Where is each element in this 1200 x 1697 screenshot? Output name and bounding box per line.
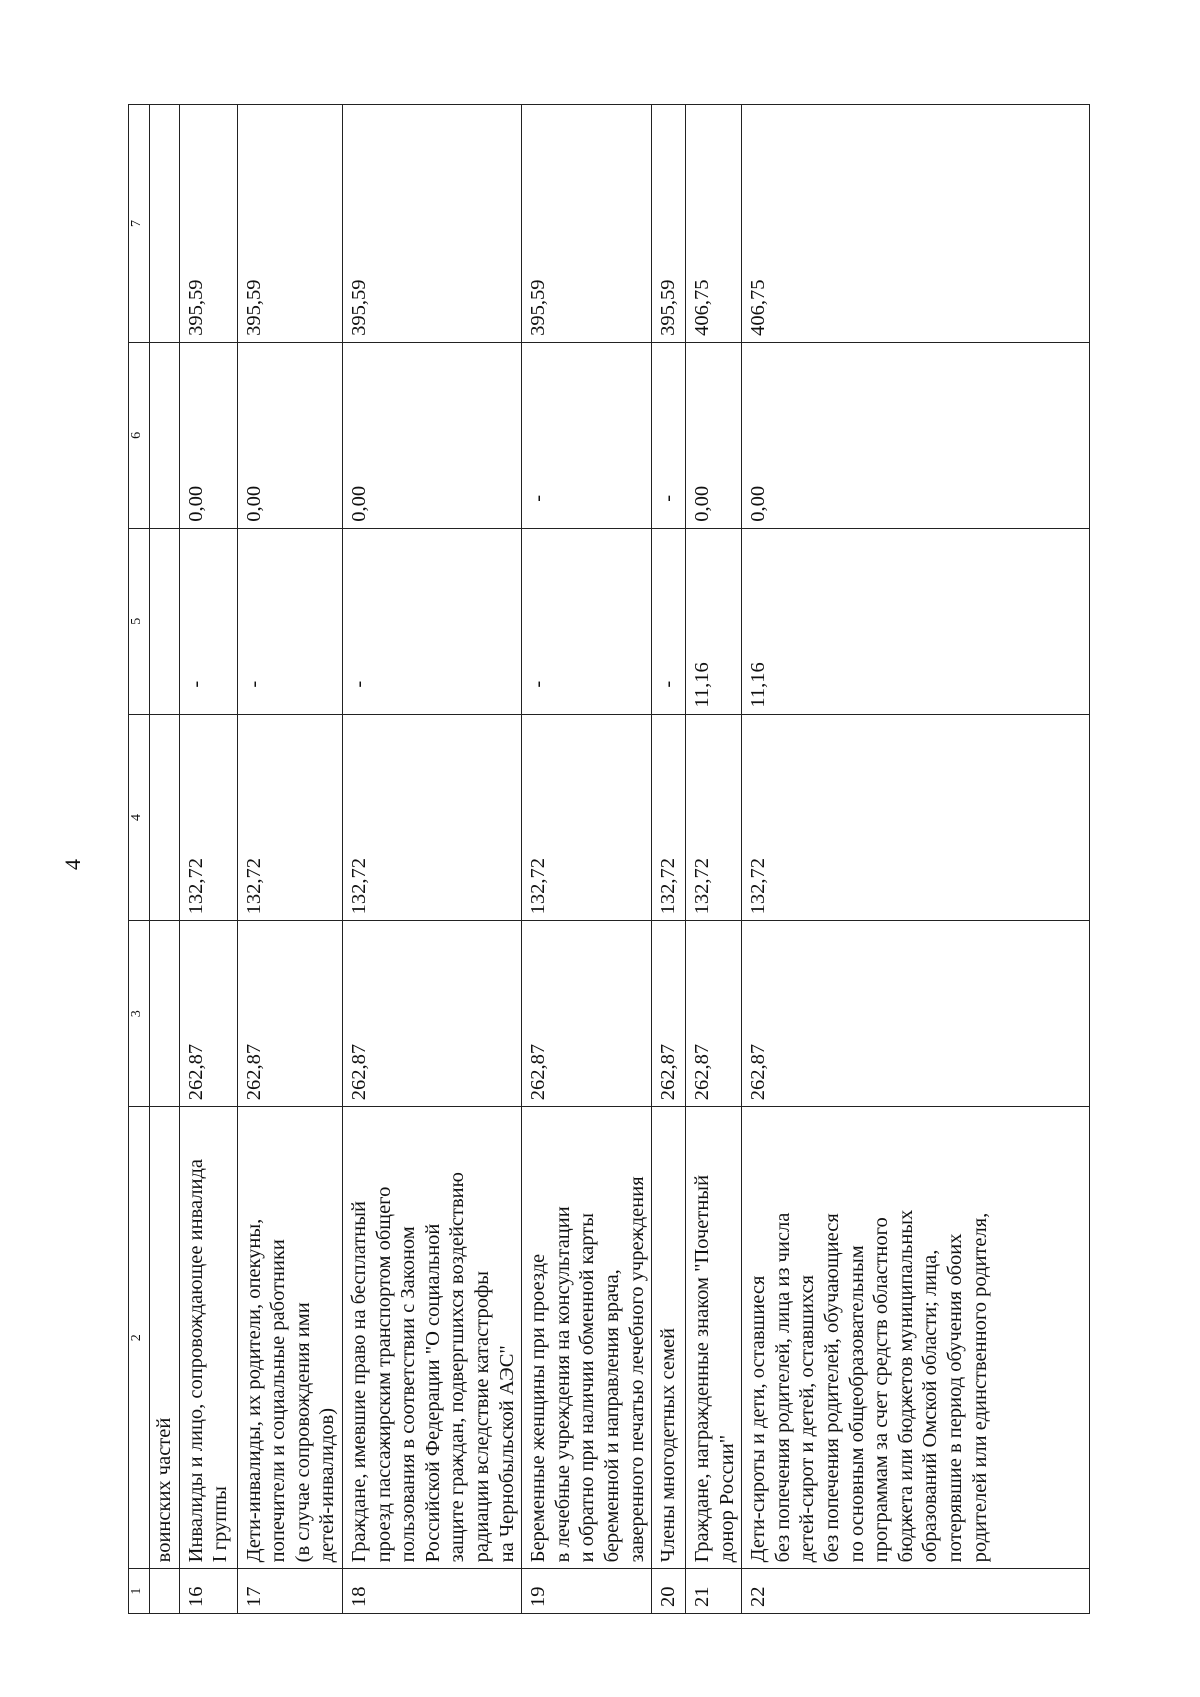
description-line: на Чернобыльской АЭС" bbox=[495, 1345, 518, 1563]
description-line: пользования в соответствии с Законом bbox=[397, 1226, 420, 1563]
value-cell-col4 bbox=[742, 714, 1090, 921]
value-cell-col4 bbox=[522, 714, 652, 921]
value: - bbox=[527, 494, 550, 502]
description-line: программам за счет средств областного bbox=[870, 1217, 893, 1563]
value-cell-col3 bbox=[179, 921, 237, 1107]
value-cell-col6 bbox=[686, 342, 742, 528]
value-cell-col3 bbox=[742, 921, 1090, 1107]
description-line: в лечебные учреждения на консультации bbox=[551, 1206, 574, 1563]
description-line: Инвалиды и лицо, сопровождающее инвалида bbox=[184, 1159, 207, 1563]
value-cell-col7 bbox=[237, 105, 342, 343]
table-row bbox=[652, 105, 686, 1614]
description-line: Члены многодетных семей bbox=[657, 1327, 680, 1563]
description-line: образований Омской области; лица, bbox=[919, 1249, 942, 1563]
table-row bbox=[686, 105, 742, 1614]
value: 406,75 bbox=[747, 279, 770, 336]
value-cell-col5 bbox=[742, 528, 1090, 714]
value: 132,72 bbox=[347, 857, 370, 915]
value: 262,87 bbox=[527, 1043, 550, 1101]
value-cell-col3 bbox=[342, 921, 521, 1107]
description-line: Беременные женщины при проезде bbox=[527, 1253, 550, 1563]
value: - bbox=[657, 680, 680, 688]
value: 132,72 bbox=[691, 857, 714, 915]
description-line: родителей или единственного родителя, bbox=[968, 1212, 991, 1563]
value-cell-col7 bbox=[742, 105, 1090, 343]
description-line: без попечения родителей, лица из числа bbox=[771, 1212, 794, 1563]
description-line: Российской Федерации "О социальной bbox=[421, 1223, 444, 1563]
header-cell: 2 bbox=[129, 1107, 150, 1569]
description-line: заверенного печатью лечебного учреждения bbox=[625, 1176, 648, 1563]
value: 0,00 bbox=[747, 485, 770, 522]
category-description bbox=[522, 1107, 652, 1569]
value: 262,87 bbox=[242, 1043, 265, 1101]
value-cell-col4 bbox=[342, 714, 521, 921]
value: 132,72 bbox=[242, 857, 265, 915]
value: 262,87 bbox=[184, 1043, 207, 1101]
description-line: проезд пассажирским транспортом общего bbox=[372, 1186, 395, 1563]
category-description bbox=[742, 1107, 1090, 1569]
value: 11,16 bbox=[691, 662, 714, 708]
value: - bbox=[242, 680, 265, 688]
description-line: Дети-инвалиды, их родители, опекуны, bbox=[242, 1218, 265, 1563]
value: 0,00 bbox=[184, 485, 207, 522]
header-row bbox=[129, 105, 150, 1614]
row-number: 22 bbox=[742, 1569, 1090, 1614]
value-cell-col6 bbox=[342, 342, 521, 528]
value-cell-col5 bbox=[179, 528, 237, 714]
value: 406,75 bbox=[691, 279, 714, 336]
description-line: Граждане, имевшие право на бесплатный bbox=[347, 1200, 370, 1563]
header-cell: 1 bbox=[129, 1569, 150, 1614]
value: 395,59 bbox=[527, 279, 550, 336]
value: 395,59 bbox=[242, 279, 265, 336]
value-cell-col5 bbox=[237, 528, 342, 714]
value: 0,00 bbox=[691, 485, 714, 522]
value-cell-col7 bbox=[686, 105, 742, 343]
value-cell-col6 bbox=[652, 342, 686, 528]
description-line: и обратно при наличии обменной карты bbox=[576, 1213, 599, 1563]
value: 132,72 bbox=[527, 857, 550, 915]
value-cell-col6 bbox=[179, 342, 237, 528]
table-row bbox=[179, 105, 237, 1614]
category-description bbox=[179, 1107, 237, 1569]
category-description bbox=[686, 1107, 742, 1569]
value: 262,87 bbox=[691, 1043, 714, 1101]
description-line: попечители и социальные работники bbox=[267, 1239, 290, 1563]
value-cell-col5 bbox=[652, 528, 686, 714]
value: 0,00 bbox=[347, 485, 370, 522]
description-line: детей-инвалидов) bbox=[316, 1407, 339, 1563]
value: - bbox=[347, 680, 370, 688]
description-line: донор России" bbox=[715, 1434, 738, 1563]
row-number: 21 bbox=[686, 1569, 742, 1614]
value-cell-col6 bbox=[742, 342, 1090, 528]
value-cell-col4 bbox=[652, 714, 686, 921]
continued-row bbox=[150, 105, 180, 1614]
description-line: потерявшие в период обучения обоих bbox=[944, 1233, 967, 1563]
benefit-table-container bbox=[128, 104, 1103, 1614]
category-description bbox=[652, 1107, 686, 1569]
description-line: радиации вследствие катастрофы bbox=[470, 1270, 493, 1563]
value-cell-col3 bbox=[237, 921, 342, 1107]
header-cell: 3 bbox=[129, 921, 150, 1107]
description-line: детей-сирот и детей, оставшихся bbox=[796, 1274, 819, 1563]
benefit-table bbox=[128, 104, 1090, 1614]
value-cell-col7 bbox=[522, 105, 652, 343]
description-line: беременной и направления врача, bbox=[600, 1269, 623, 1563]
row-number: 16 bbox=[179, 1569, 237, 1614]
value: 395,59 bbox=[184, 279, 207, 336]
description-line: без попечения родителей, обучающиеся bbox=[821, 1213, 844, 1563]
description-line: Дети-сироты и дети, оставшиеся bbox=[747, 1275, 770, 1563]
table-row bbox=[522, 105, 652, 1614]
description-line: I группы bbox=[209, 1486, 232, 1563]
value: 132,72 bbox=[657, 857, 680, 915]
value: - bbox=[184, 680, 207, 688]
header-cell: 5 bbox=[129, 528, 150, 714]
value-cell-col6 bbox=[522, 342, 652, 528]
value-cell-col3 bbox=[652, 921, 686, 1107]
value-cell-col5 bbox=[522, 528, 652, 714]
value: 132,72 bbox=[747, 857, 770, 915]
value: 262,87 bbox=[657, 1043, 680, 1101]
value: 132,72 bbox=[184, 857, 207, 915]
value-cell-col4 bbox=[237, 714, 342, 921]
value: 262,87 bbox=[347, 1043, 370, 1101]
continued-text: воинских частей bbox=[150, 1107, 180, 1569]
table-row bbox=[342, 105, 521, 1614]
value: 395,59 bbox=[347, 279, 370, 336]
category-description bbox=[342, 1107, 521, 1569]
value-cell-col3 bbox=[686, 921, 742, 1107]
description-line: бюджета или бюджетов муниципальных bbox=[894, 1209, 917, 1563]
value-cell-col7 bbox=[652, 105, 686, 343]
value-cell-col7 bbox=[179, 105, 237, 343]
description-line: защите граждан, подвергшихся воздействию bbox=[446, 1172, 469, 1563]
value: 395,59 bbox=[657, 279, 680, 336]
value: 11,16 bbox=[747, 662, 770, 708]
row-number: 18 bbox=[342, 1569, 521, 1614]
page-number: 4 bbox=[60, 859, 85, 870]
header-cell: 4 bbox=[129, 714, 150, 921]
category-description bbox=[237, 1107, 342, 1569]
description-line: (в случае сопровождения ими bbox=[291, 1302, 314, 1563]
value-cell-col5 bbox=[686, 528, 742, 714]
value-cell-col4 bbox=[179, 714, 237, 921]
value-cell-col4 bbox=[686, 714, 742, 921]
row-number: 20 bbox=[652, 1569, 686, 1614]
value: - bbox=[527, 680, 550, 688]
header-cell: 7 bbox=[129, 105, 150, 343]
description-line: по основным общеобразовательным bbox=[845, 1245, 868, 1563]
value-cell-col7 bbox=[342, 105, 521, 343]
table-row bbox=[742, 105, 1090, 1614]
row-number: 17 bbox=[237, 1569, 342, 1614]
value-cell-col5 bbox=[342, 528, 521, 714]
value-cell-col6 bbox=[237, 342, 342, 528]
value: 262,87 bbox=[747, 1043, 770, 1101]
value-cell-col3 bbox=[522, 921, 652, 1107]
header-cell: 6 bbox=[129, 342, 150, 528]
row-number: 19 bbox=[522, 1569, 652, 1614]
value: - bbox=[657, 494, 680, 502]
value: 0,00 bbox=[242, 485, 265, 522]
description-line: Граждане, награжденные знаком "Почетный bbox=[691, 1174, 714, 1563]
table-row bbox=[237, 105, 342, 1614]
